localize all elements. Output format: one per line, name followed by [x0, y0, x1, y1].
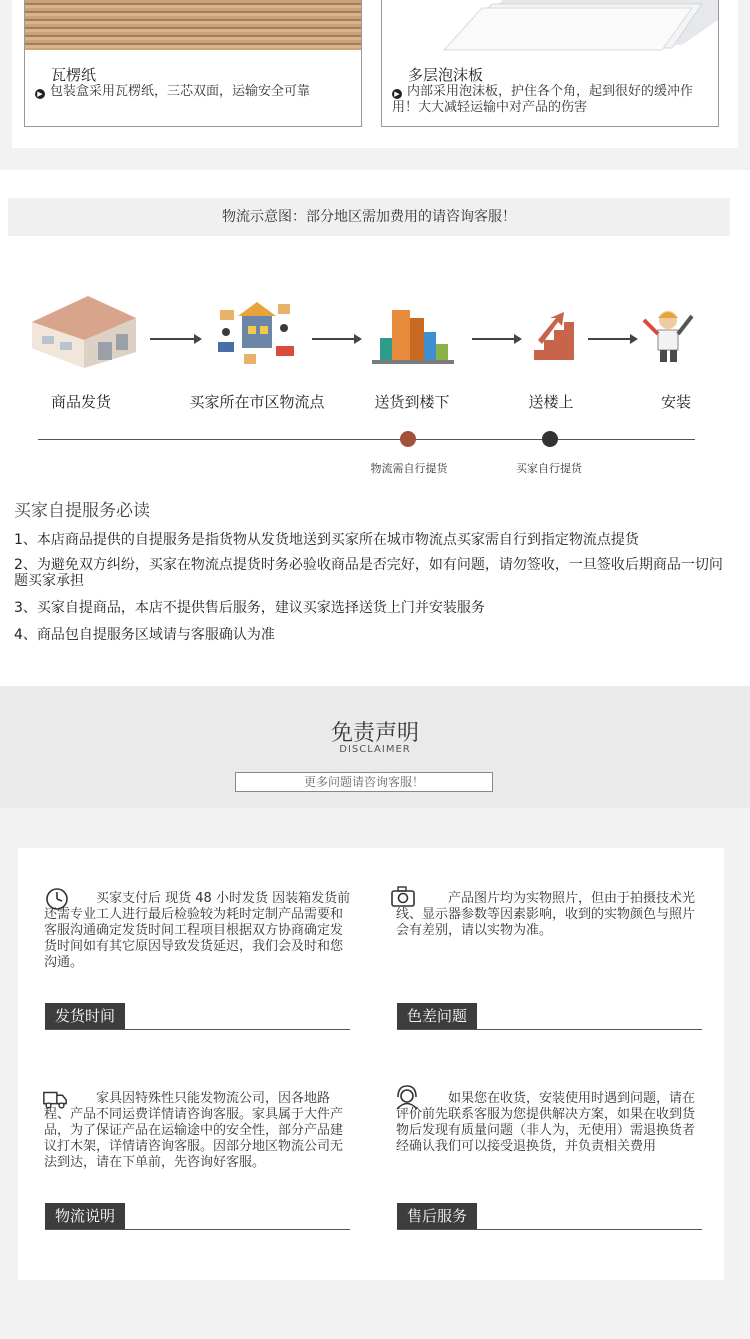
- self-pickup-title: 买家自提服务必读: [14, 501, 150, 521]
- stairs-icon: [530, 310, 580, 362]
- disclaimer-subtitle: DISCLAIMER: [339, 744, 411, 755]
- info-label: 发货时间: [45, 1003, 125, 1029]
- timeline-dot: [542, 431, 558, 447]
- disclaimer-title: 免责声明: [330, 721, 419, 746]
- self-pickup-item: 2、为避免双方纠纷，买家在物流点提货时务必验收商品是否完好，如有问题，请勿签收，一旦签收后期商品一切问题买家承担: [14, 557, 723, 589]
- logistics-notice: 物流示意图：部分地区需加费用的请咨询客服！: [8, 198, 730, 236]
- corrugated-board-image: [25, 0, 361, 58]
- self-pickup-item: 4、商品包自提服务区域请与客服确认为准: [14, 627, 275, 643]
- timeline-note: 物流需自行提货: [370, 462, 448, 475]
- bullet-icon: ▶: [35, 89, 45, 99]
- info-text: 家具因特殊性只能发物流公司，因各地路程、产品不同运费详情请咨询客服。家具属于大件产品，为了保证产品在运输途中的安全性，部分产品建议打木架，详情请咨询客服。因部分地区物流公司无法到达，请在下单前，先咨询好客服。: [44, 1091, 344, 1170]
- packaging-desc: ▶ 包装盒采用瓦楞纸，三芯双面，运输安全可靠: [35, 84, 353, 100]
- packaging-title: 多层泡沫板: [408, 66, 484, 84]
- flow-arrow: [472, 338, 520, 340]
- step-label: 商品发货: [50, 393, 111, 411]
- info-text: 产品图片均为实物照片，但由于拍摄技术光线、显示器参数等因素影响，收到的实物颜色与照片会有差别，请以实物为准。: [396, 891, 696, 938]
- timeline-dot: [400, 431, 416, 447]
- info-text: 如果您在收货，安装使用时遇到问题，请在评价前先联系客服为您提供解决方案，如果在收到货物后发现有质量问题（非人为，无使用）需退换货者经确认我们可以接受退换货，并负责相关费用: [396, 1091, 696, 1154]
- packaging-card-foam: [381, 0, 719, 127]
- info-divider: [45, 1229, 350, 1230]
- packaging-title: 瓦楞纸: [51, 66, 97, 84]
- city-logistics-icon: [214, 296, 298, 370]
- packaging-card-corrugated: [24, 0, 362, 127]
- self-pickup-item: 3、买家自提商品，本店不提供售后服务，建议买家选择送货上门并安装服务: [14, 600, 485, 616]
- timeline-note: 买家自行提货: [516, 462, 582, 475]
- flow-arrow: [312, 338, 360, 340]
- info-label: 色差问题: [397, 1003, 477, 1029]
- info-label: 售后服务: [397, 1203, 477, 1229]
- buildings-icon: [372, 304, 454, 368]
- foam-board-image: [382, 0, 718, 58]
- info-text: 买家支付后 现货 48 小时发货 因装箱发货前还需专业工人进行最后检验较为耗时定制产品需要和客服沟通确定发货时间工程项目根据双方协商确定发货时间如有其它原因导致发货延迟，我们会及时和您沟通。: [44, 891, 351, 970]
- step-label: 送货到楼下: [374, 393, 450, 411]
- timeline-line: [38, 439, 695, 440]
- warehouse-icon: [28, 292, 140, 370]
- self-pickup-item: 1、本店商品提供的自提服务是指货物从发货地送到买家所在城市物流点买家需自行到指定物流点提货: [14, 532, 639, 548]
- disclaimer-note: 更多问题请咨询客服！: [235, 772, 493, 792]
- flow-arrow: [150, 338, 200, 340]
- step-label: 安装: [660, 393, 691, 411]
- flow-arrow: [588, 338, 636, 340]
- installer-icon: [640, 306, 696, 364]
- info-label: 物流说明: [45, 1203, 125, 1229]
- step-label: 买家所在市区物流点: [189, 393, 325, 411]
- packaging-desc: ▶ 内部采用泡沫板，护住各个角，起到很好的缓冲作用！大大减轻运输中对产品的伤害: [392, 84, 694, 115]
- bullet-icon: ▶: [392, 89, 402, 99]
- info-divider: [397, 1029, 702, 1030]
- info-divider: [397, 1229, 702, 1230]
- step-label: 送楼上: [528, 393, 574, 411]
- info-divider: [45, 1029, 350, 1030]
